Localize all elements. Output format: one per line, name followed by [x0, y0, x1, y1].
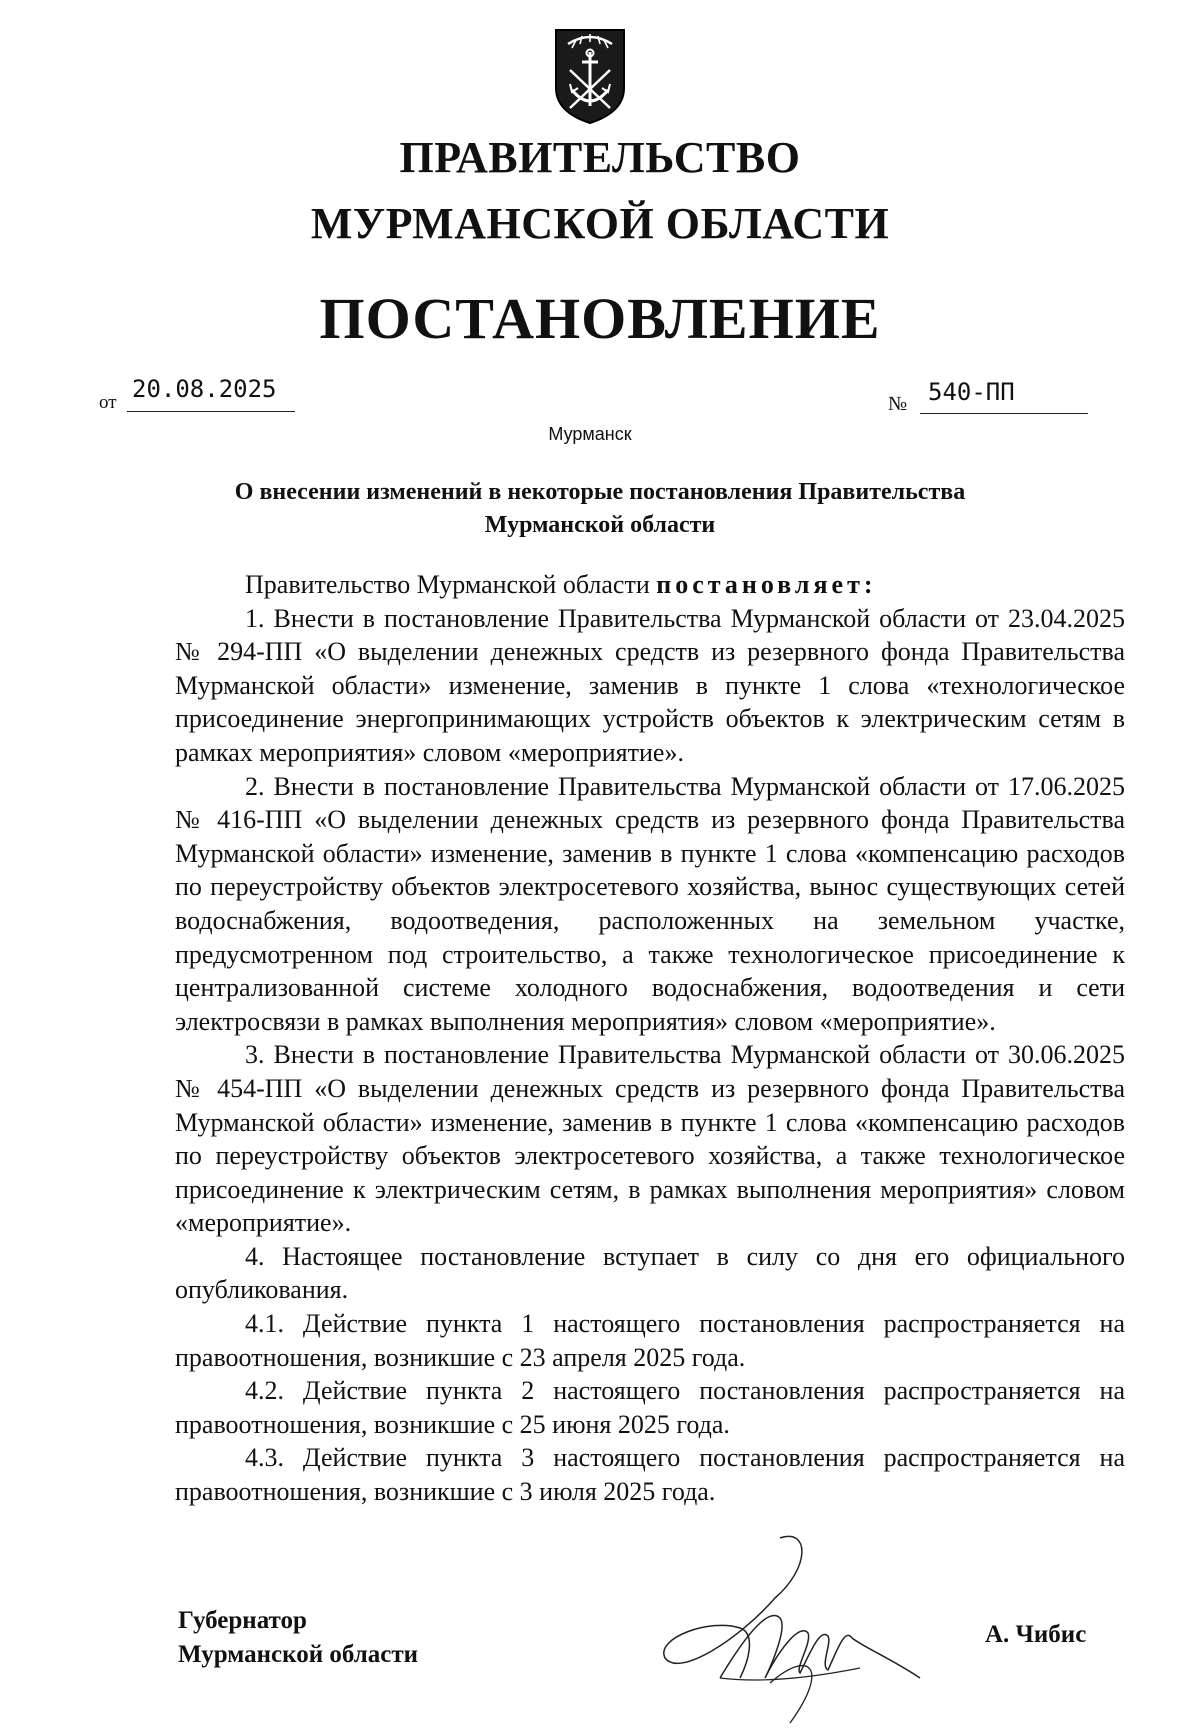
organization-name-line1: ПРАВИТЕЛЬСТВО [399, 133, 801, 182]
intro-paragraph [175, 568, 1125, 602]
signer-name: А. Чибис [985, 1621, 1087, 1648]
document-number: 540-ПП [928, 378, 1015, 406]
subject-line-2: Мурманской области [484, 512, 716, 538]
city-name: Мурманск [548, 424, 632, 444]
signer-title-line1: Губернатор [178, 1607, 307, 1634]
intro-subject: Правительство Мурманской области [245, 570, 650, 599]
paragraph-4-3: 4.3. Действие пункта 3 настоящего постановления распространяется на правоотношения, возникшие с 3 июля 2025 года. [175, 1443, 1125, 1507]
date-underline [127, 411, 295, 412]
organization-name-line2: МУРМАНСКОЙ ОБЛАСТИ [310, 199, 890, 248]
number-prefix: № [888, 393, 908, 415]
subject-line-1: О внесении изменений в некоторые постановления Правительства [234, 479, 966, 505]
intro-verb: постановляет: [656, 570, 877, 599]
signer-title [178, 1604, 418, 1672]
coat-of-arms-icon [552, 26, 628, 126]
number-underline [920, 413, 1088, 414]
paragraph-4: 4. Настоящее постановление вступает в силу со дня его официального опубликования. [175, 1241, 1125, 1305]
date-prefix: от [99, 392, 117, 413]
paragraph-1: 1. Внести в постановление Правительства Мурманской области от 23.04.2025 № 294-ПП «О выделении денежных средств из резервного фонда Правительства Мурманской области» изменение, заменив в пункте 1 слова «технологическое присоединение энергопринимающих устройств объектов к электрическим сетям в рамках мероприятия» словом «мероприятие». [175, 603, 1125, 767]
paragraph-3: 3. Внести в постановление Правительства Мурманской области от 30.06.2025 № 454-ПП «О выделении денежных средств из резервного фонда Правительства Мурманской области» изменение, заменив в пункте 1 слова «компенсацию расходов по переустройству объектов электросетевого хозяйства, а также технологическое присоединение к электрическим сетям, в рамках выполнения мероприятия» словом «мероприятие». [175, 1040, 1125, 1238]
document-body [175, 568, 1125, 1509]
document-type-title: ПОСТАНОВЛЕНИЕ [319, 286, 881, 351]
handwritten-signature [660, 1528, 930, 1728]
paragraph-4-1: 4.1. Действие пункта 1 настоящего постановления распространяется на правоотношения, возникшие с 23 апреля 2025 года. [175, 1309, 1125, 1372]
paragraph-4-2: 4.2. Действие пункта 2 настоящего постановления распространяется на правоотношения, возникшие с 25 июня 2025 года. [175, 1376, 1125, 1439]
document-subject [150, 476, 1050, 542]
paragraph-2: 2. Внести в постановление Правительства Мурманской области от 17.06.2025 № 416-ПП «О выделении денежных средств из резервного фонда Правительства Мурманской области» изменение, заменив в пункте 1 слова «компенсацию расходов по переустройству объектов электросетевого хозяйства, вынос существующих сетей водоснабжения, водоотведения, расположенных на земельном участке, предусмотренном под строительство, а также технологическое присоединение к централизованной системе холодного водоснабжения, водоотведения и сети электросвязи в рамках выполнения мероприятия» словом «мероприятие». [175, 771, 1125, 1036]
signer-title-line2: Мурманской области [178, 1641, 419, 1668]
document-date: 20.08.2025 [132, 375, 277, 403]
